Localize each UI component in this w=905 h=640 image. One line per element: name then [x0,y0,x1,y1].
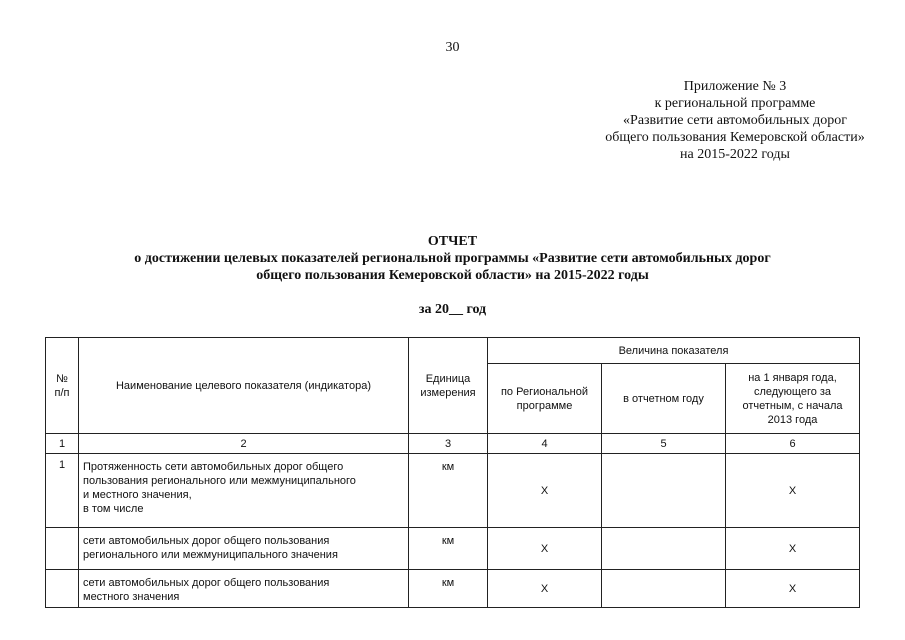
header-value-group: Величина показателя [488,338,860,364]
report-title: ОТЧЕТ [427,234,478,249]
row-name: Протяженность сети автомобильных дорог общего пользования регионального или межмуниципального и местного значения, в том числе [79,454,409,528]
column-number-row [46,434,860,454]
row-unit: км [409,528,488,570]
row-col6: X [726,528,860,570]
report-heading [0,233,905,284]
row-col5 [602,454,726,528]
row-num [46,528,79,570]
row-num: 1 [46,454,79,528]
header-col5: в отчетном году [602,364,726,434]
header-name: Наименование целевого показателя (индикатора) [79,338,409,434]
column-number: 3 [409,434,488,454]
appendix-line: общего пользования Кемеровской области» [605,130,865,145]
appendix-line: на 2015-2022 годы [680,147,790,162]
column-number: 1 [46,434,79,454]
header-num: № п/п [46,338,79,434]
appendix-note [585,78,885,163]
row-col4: X [488,454,602,528]
table-row [46,454,860,528]
column-number: 6 [726,434,860,454]
page-number: 30 [445,40,460,55]
table-row [46,570,860,608]
header-col4: по Региональной программе [488,364,602,434]
row-unit: км [409,570,488,608]
row-col5 [602,570,726,608]
row-name: сети автомобильных дорог общего пользования регионального или межмуниципального значения [79,528,409,570]
table-row [46,528,860,570]
row-name: сети автомобильных дорог общего пользования местного значения [79,570,409,608]
row-col4: X [488,528,602,570]
row-col6: X [726,570,860,608]
row-col6: X [726,454,860,528]
row-col5 [602,528,726,570]
report-period: за 20__ год [418,302,487,317]
row-num [46,570,79,608]
report-table [45,337,860,608]
report-subtitle-line: общего пользования Кемеровской области» на 2015-2022 годы [256,268,649,283]
column-number: 5 [602,434,726,454]
header-col6: на 1 января года, следующего за отчетным, с начала 2013 года [726,364,860,434]
row-col4: X [488,570,602,608]
report-subtitle-line: о достижении целевых показателей региональной программы «Развитие сети автомобильных дорог [134,251,771,266]
appendix-line: Приложение № 3 [683,79,787,94]
appendix-line: к региональной программе [654,96,816,111]
row-unit: км [409,454,488,528]
appendix-line: «Развитие сети автомобильных дорог [623,113,847,128]
column-number: 4 [488,434,602,454]
header-unit: Единица измерения [409,338,488,434]
column-number: 2 [79,434,409,454]
